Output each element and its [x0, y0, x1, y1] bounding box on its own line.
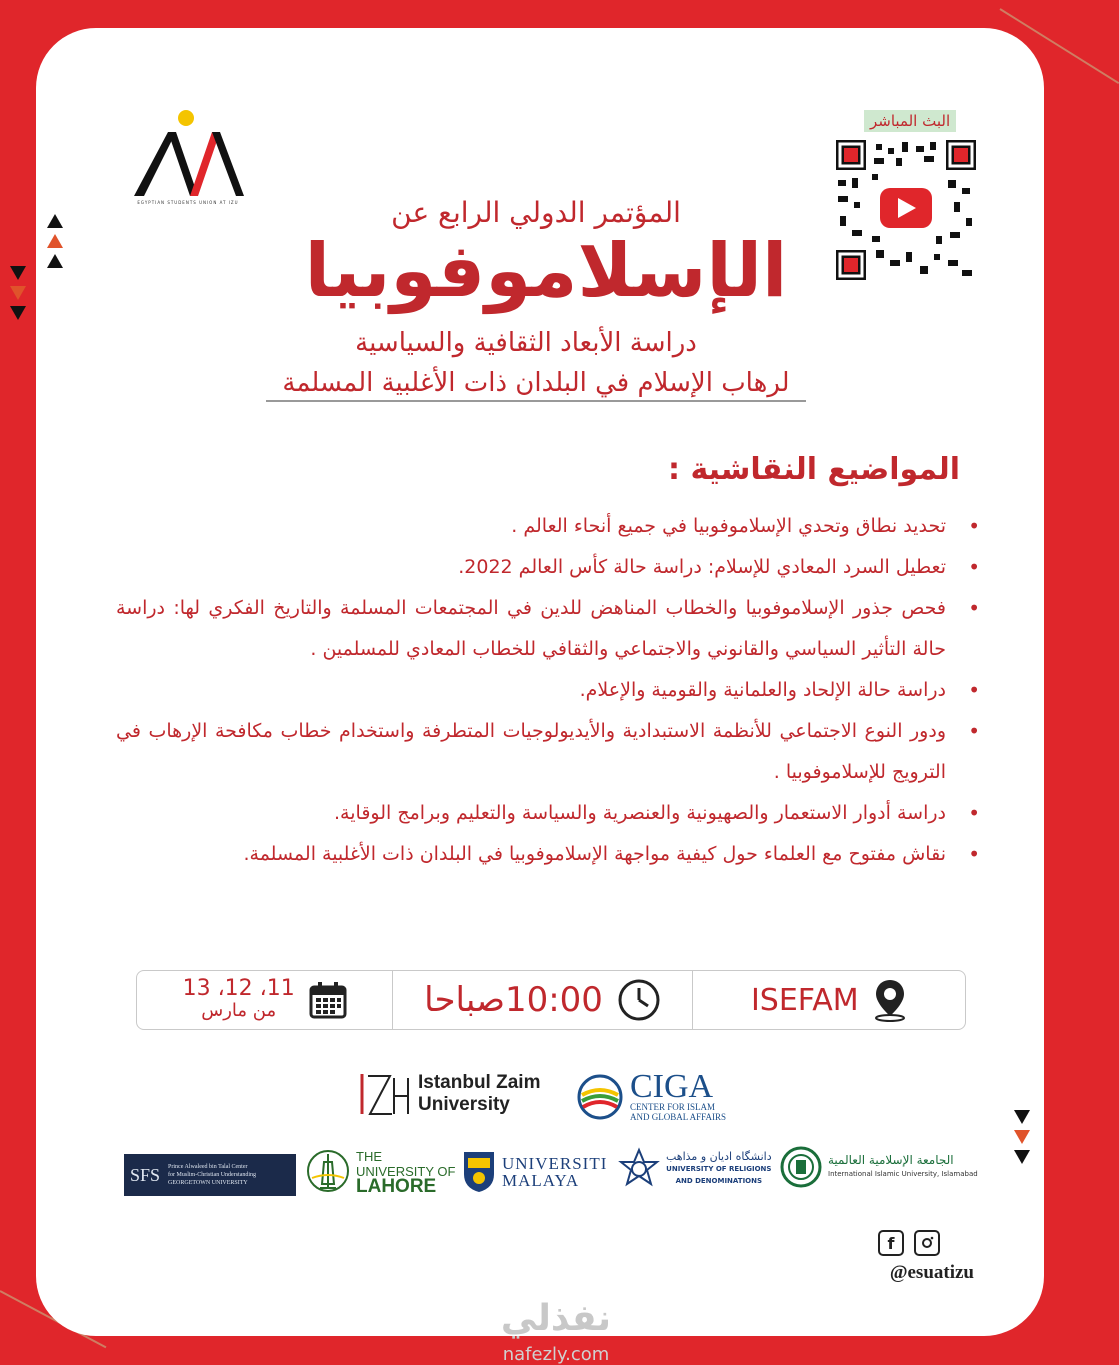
qr-code[interactable]: [836, 140, 976, 280]
event-time: 10:00صباحا: [424, 980, 603, 1020]
triangle-decor-left-2: [10, 266, 26, 320]
partner-iiu: [780, 1146, 978, 1188]
sfs-line-3: GEORGETOWN UNIVERSITY: [168, 1180, 248, 1186]
lahore-emblem-icon: [306, 1148, 350, 1194]
ciga-globe-icon: [576, 1073, 624, 1121]
calendar-icon: [309, 981, 347, 1019]
partner-malaya: [462, 1150, 607, 1194]
izu-name: [418, 1072, 540, 1116]
watermark: نفذلي: [500, 1298, 612, 1339]
ciga-name: CIGA: [630, 1068, 714, 1105]
topic-item: • دراسة أدوار الاستعمار والصهيونية والعنصرية والسياسة والتعليم وبرامج الوقاية.: [116, 793, 980, 834]
partner-izu: [358, 1070, 540, 1118]
topic-item: • تعطيل السرد المعادي للإسلام: دراسة حالة كأس العالم 2022.: [116, 547, 980, 588]
malaya-crest-icon: [462, 1150, 496, 1194]
partner-lahore: [306, 1148, 456, 1197]
partner-georgetown-sfs: [124, 1154, 296, 1196]
subtitle-line-1: دراسة الأبعاد الثقافية والسياسية: [355, 328, 697, 358]
triangle-icon: [1014, 1130, 1030, 1144]
triangle-icon: [47, 254, 63, 268]
iiu-seal-icon: [780, 1146, 822, 1188]
sfs-line-1: Prince Alwaleed bin Talal Center: [168, 1164, 248, 1170]
watermark-sub: nafezly.com: [502, 1344, 610, 1365]
social-icons: [878, 1230, 940, 1256]
social-handle[interactable]: @esuatizu: [889, 1262, 974, 1283]
ciga-line-2: AND GLOBAL AFFAIRS: [630, 1112, 727, 1122]
page-title: الإسلاموفوبيا: [304, 228, 788, 314]
instagram-icon[interactable]: [914, 1230, 940, 1256]
clock-icon: [617, 978, 661, 1022]
triangle-decor-right: [1014, 1110, 1030, 1164]
topic-item: • تحديد نطاق وتحدي الإسلاموفوبيا في جميع أنحاء العالم .: [116, 506, 980, 547]
ciga-text: [630, 1068, 727, 1122]
date-text: [183, 978, 295, 1022]
subtitle-line-2: لرهاب الإسلام في البلدان ذات الأغلبية المسلمة: [266, 368, 806, 402]
lahore-name: [356, 1148, 456, 1197]
event-info-bar: [136, 970, 966, 1030]
time-cell: [393, 971, 692, 1029]
malaya-line-2: MALAYA: [502, 1171, 580, 1190]
pretitle: المؤتمر الدولي الرابع عن: [391, 196, 681, 229]
triangle-icon: [1014, 1150, 1030, 1164]
event-month: من مارس: [201, 1000, 277, 1021]
izu-line-2: University: [418, 1094, 510, 1115]
urd-name: [666, 1151, 772, 1187]
iiu-line-2: International Islamic University, Islamabad: [828, 1170, 978, 1178]
triangle-decor-left: [47, 214, 63, 268]
izu-line-1: Istanbul Zaim: [418, 1072, 541, 1093]
triangle-icon: [10, 286, 26, 300]
sfs-text: [168, 1163, 256, 1187]
lahore-line-3: LAHORE: [356, 1175, 437, 1197]
triangle-icon: [47, 234, 63, 248]
event-place: ISEFAM: [750, 982, 859, 1018]
triangle-icon: [10, 266, 26, 280]
partner-urd: [618, 1148, 772, 1190]
location-pin-icon: [873, 978, 907, 1022]
partner-ciga: [576, 1068, 727, 1122]
topics-list: [116, 506, 980, 875]
topic-item: • نقاش مفتوح مع العلماء حول كيفية مواجهة الإسلاموفوبيا في البلدان ذات الأغلبية المسلمة.: [116, 834, 980, 875]
poster-card: [36, 28, 1044, 1365]
malaya-line-1: UNIVERSITI: [502, 1154, 608, 1173]
triangle-icon: [1014, 1110, 1030, 1124]
date-cell: [137, 971, 393, 1029]
place-cell: [693, 971, 965, 1029]
lahore-line-1: THE: [356, 1148, 382, 1164]
topic-item: • فحص جذور الإسلاموفوبيا والخطاب المناهض للدين في المجتمعات المسلمة والتاريخ الفكري لها: دراسة حالة التأثير السياسي والقانوني والاجتماعي والثقافي للخطاب المعادي للمسلمين .: [116, 588, 980, 670]
ciga-line-1: CENTER FOR ISLAM: [630, 1102, 716, 1112]
triangle-icon: [47, 214, 63, 228]
triangle-icon: [10, 306, 26, 320]
urd-line-2: UNIVERSITY OF RELIGIONS: [666, 1165, 772, 1173]
iiu-line-1: الجامعة الإسلامية العالمية: [828, 1153, 954, 1167]
event-dates: 13 ،12 ،11: [182, 976, 295, 1001]
topic-item: • ودور النوع الاجتماعي للأنظمة الاستبدادية والأيديولوجيات المتطرفة واستخدام خطاب مكافحة الإرهاب في الترويج للإسلاموفوبيا .: [116, 711, 980, 793]
sfs-letters: SFS: [130, 1164, 161, 1185]
malaya-name: [502, 1155, 607, 1189]
logo-caption: EGYPTIAN STUDENTS UNION AT IZU: [137, 200, 239, 205]
iiu-name: [828, 1153, 978, 1181]
sfs-line-2: for Muslim-Christian Understanding: [168, 1172, 257, 1178]
urd-line-3: AND DENOMINATIONS: [675, 1177, 763, 1185]
urd-line-1: دانشگاه ادیان و مذاهب: [666, 1150, 772, 1163]
topic-item: • دراسة حالة الإلحاد والعلمانية والقومية والإعلام.: [116, 670, 980, 711]
live-label: البث المباشر: [864, 110, 956, 132]
topics-heading: المواضيع النقاشية :: [668, 452, 960, 487]
instagram-glyph-icon: [918, 1234, 936, 1252]
lahore-line-2: UNIVERSITY OF: [356, 1163, 456, 1179]
sfs-logo: [124, 1154, 296, 1196]
facebook-icon[interactable]: f: [878, 1230, 904, 1256]
urd-emblem-icon: [618, 1148, 660, 1190]
izu-logo-icon: [358, 1070, 412, 1118]
